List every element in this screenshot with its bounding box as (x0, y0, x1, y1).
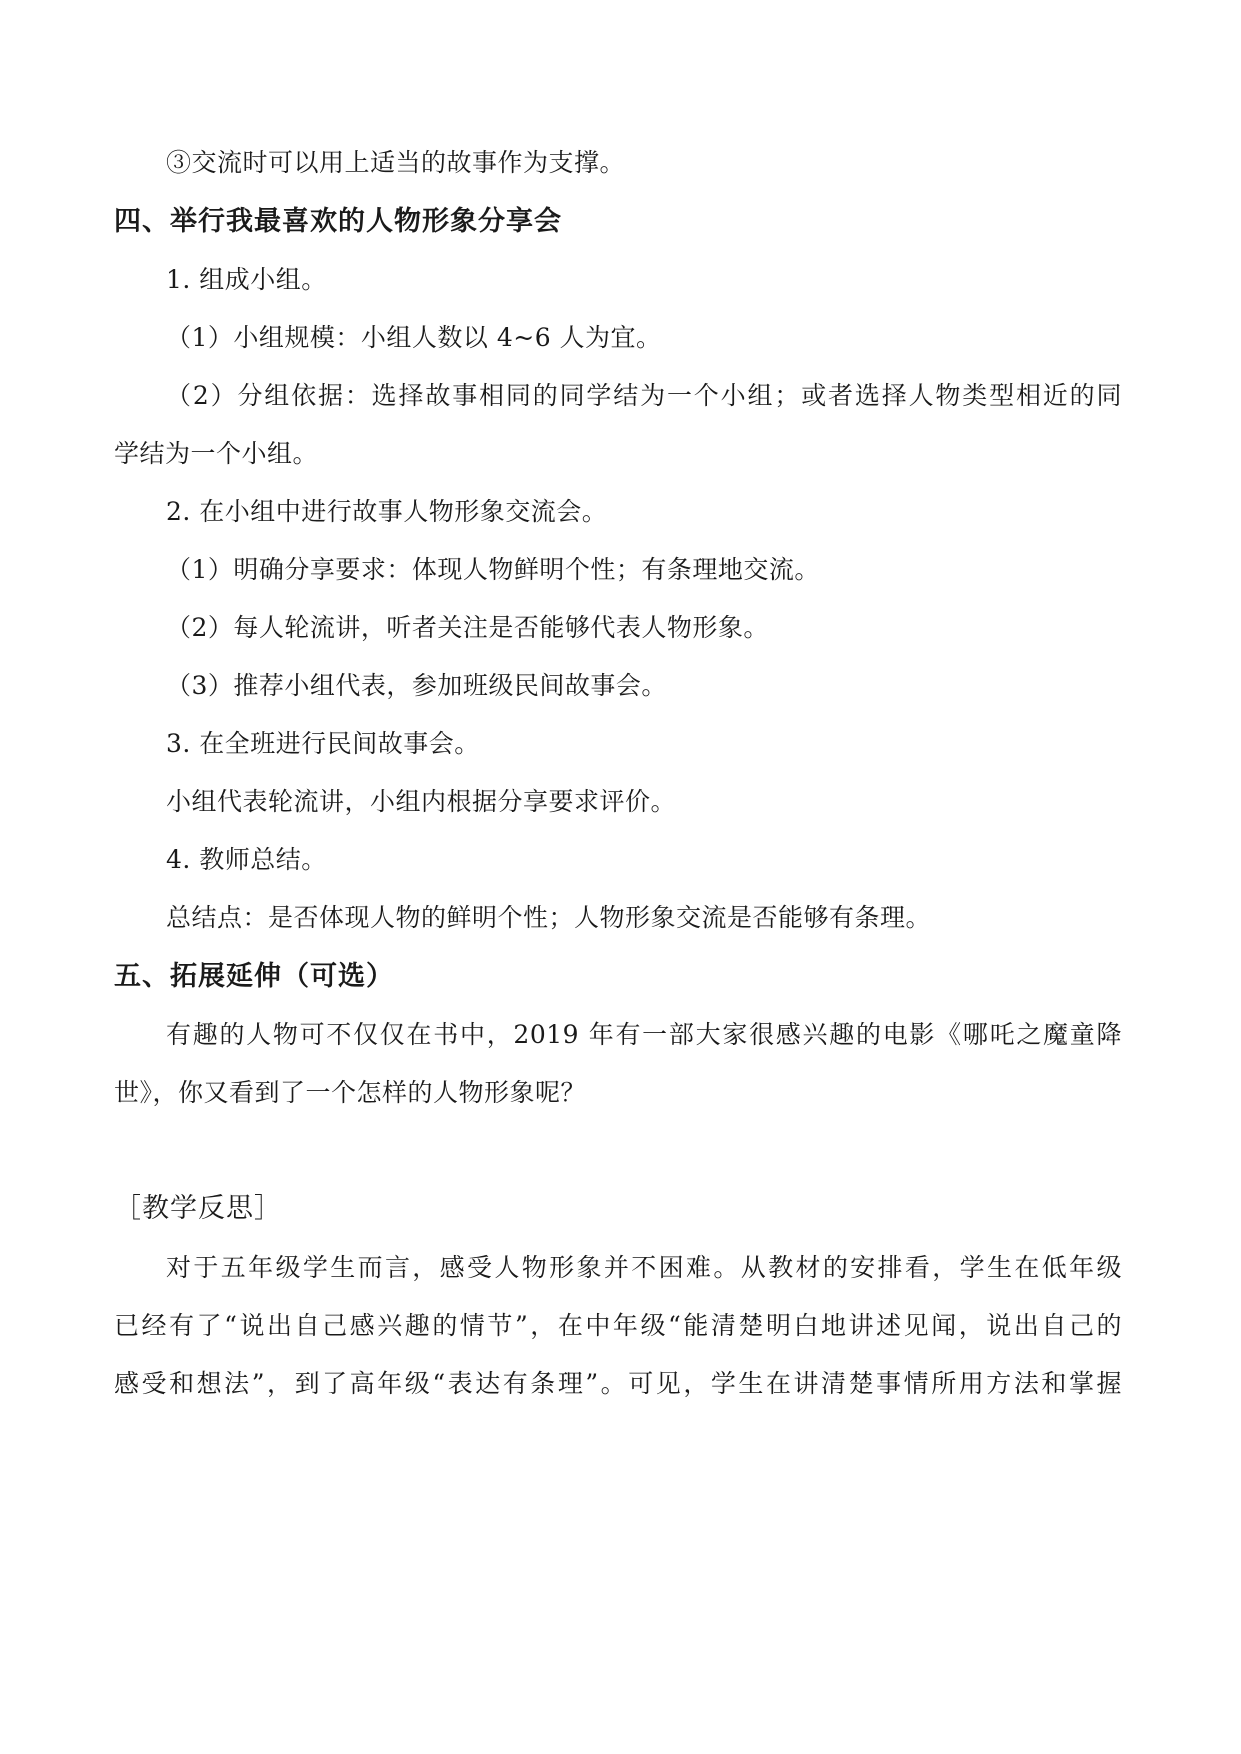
paragraph-line: 有趣的人物可不仅仅在书中，2019 年有一部大家很感兴趣的电影《哪吒之魔童降 (166, 1020, 1122, 1049)
paragraph-line: （2）分组依据：选择故事相同的同学结为一个小组；或者选择人物类型相近的同 (166, 381, 1122, 410)
paragraph-line: 小组代表轮流讲，小组内根据分享要求评价。 (166, 787, 677, 816)
list-item: 4. 教师总结。 (166, 845, 327, 874)
list-item: 1. 组成小组。 (166, 265, 327, 294)
paragraph-line: 总结点：是否体现人物的鲜明个性；人物形象交流是否能够有条理。 (166, 903, 932, 932)
paragraph-line: 对于五年级学生而言，感受人物形象并不困难。从教材的安排看，学生在低年级 (166, 1253, 1122, 1282)
list-item: （3）推荐小组代表，参加班级民间故事会。 (166, 671, 667, 700)
list-item: 3. 在全班进行民间故事会。 (166, 729, 480, 758)
list-item: （1）明确分享要求：体现人物鲜明个性；有条理地交流。 (166, 555, 820, 584)
list-item: （1）小组规模：小组人数以 4~6 人为宜。 (166, 323, 662, 352)
section-heading: 四、举行我最喜欢的人物形象分享会 (114, 206, 562, 237)
reflection-title: ［教学反思］ (114, 1193, 282, 1224)
paragraph-line: ③交流时可以用上适当的故事作为支撑。 (166, 148, 626, 177)
list-item: （2）每人轮流讲，听者关注是否能够代表人物形象。 (166, 613, 769, 642)
paragraph-line: 已经有了“说出自己感兴趣的情节”，在中年级“能清楚明白地讲述见闻，说出自己的 (114, 1311, 1122, 1340)
section-heading: 五、拓展延伸（可选） (114, 961, 394, 992)
list-item: 2. 在小组中进行故事人物形象交流会。 (166, 497, 608, 526)
paragraph-line: 感受和想法”，到了高年级“表达有条理”。可见，学生在讲清楚事情所用方法和掌握 (114, 1369, 1122, 1398)
paragraph-line: 世》，你又看到了一个怎样的人物形象呢？ (114, 1078, 587, 1107)
paragraph-line: 学结为一个小组。 (114, 439, 319, 468)
